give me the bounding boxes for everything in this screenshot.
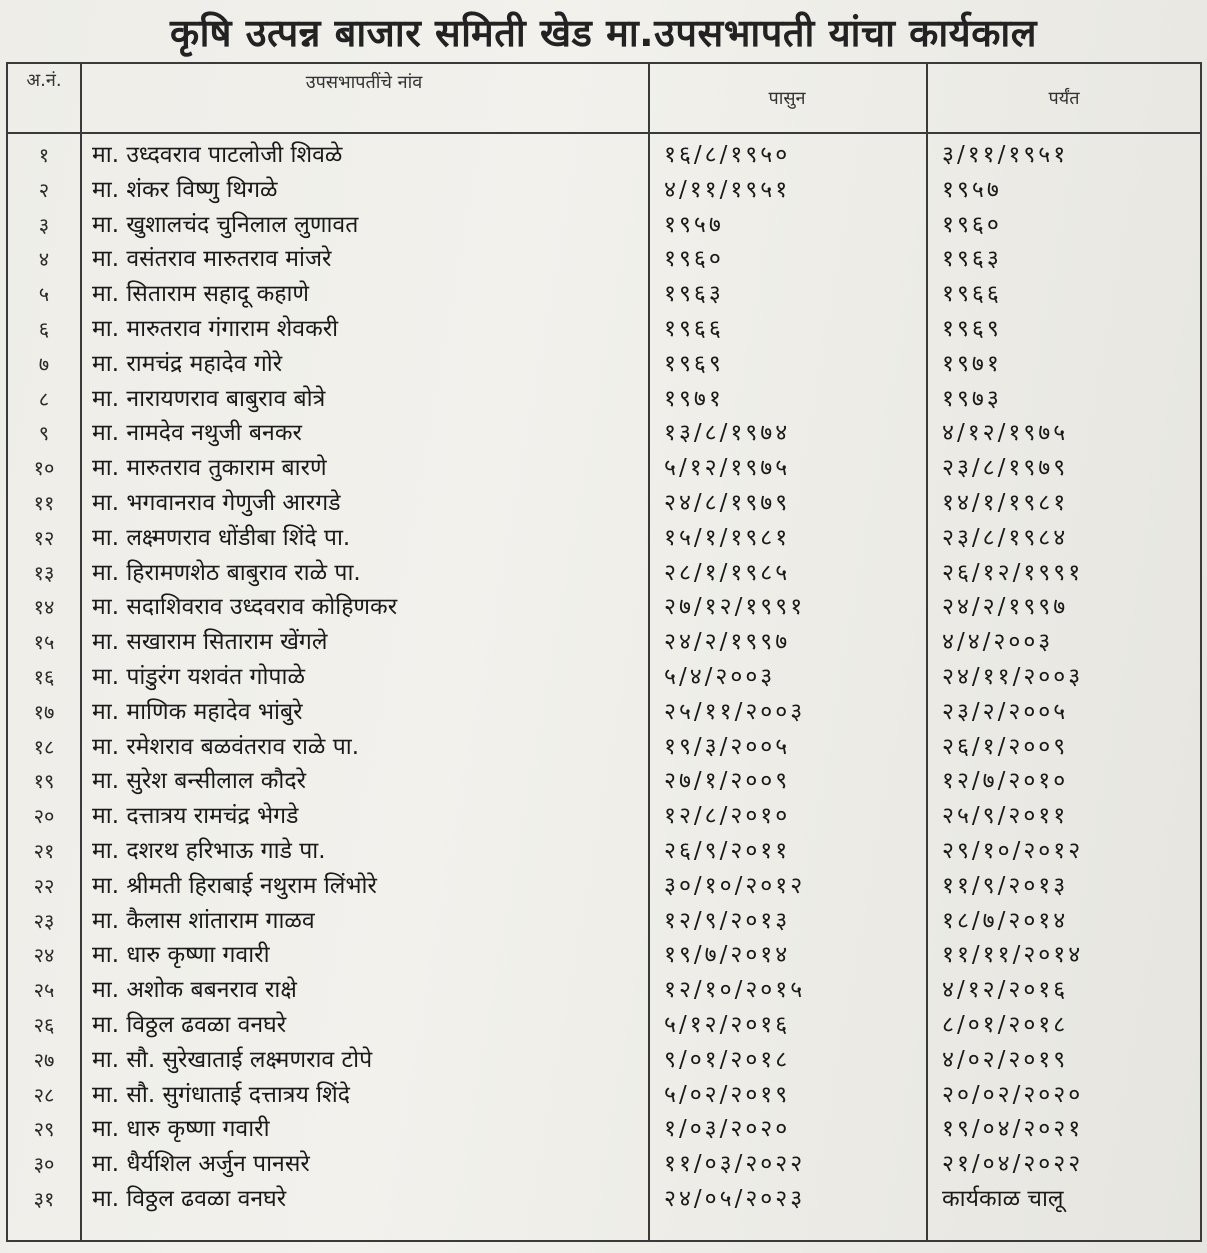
row-to-date: ११/११/२०१४ — [942, 942, 1084, 969]
row-from-date: १९/३/२००५ — [664, 733, 791, 760]
row-serial: १२ — [33, 525, 55, 550]
row-to-date: १९६९ — [942, 316, 1002, 342]
row-from-date: ११/०३/२०२२ — [664, 1151, 806, 1178]
row-to-date: ४/०२/२०१९ — [942, 1046, 1069, 1073]
row-serial: ४ — [38, 247, 50, 272]
row-name: मा. रमेशराव बळवंतराव राळे पा. — [92, 733, 360, 760]
row-to-date: १९६३ — [942, 246, 1002, 273]
row-from-date: २४/२/१९९७ — [664, 629, 791, 656]
row-to-date: १४/१/१९८१ — [942, 490, 1069, 516]
table-row — [8, 521, 1204, 556]
row-from-date: ४/११/१९५१ — [664, 176, 791, 203]
row-to-date: १९७१ — [942, 350, 1002, 377]
header-from: पासुन — [768, 88, 806, 109]
row-from-date: ५/१२/२०१६ — [664, 1012, 791, 1038]
row-name: मा. अशोक बबनराव राक्षे — [92, 977, 297, 1004]
row-name: मा. धारु कृष्णा गवारी — [92, 942, 270, 969]
row-serial: ६ — [38, 317, 50, 341]
row-name: मा. सुरेश बन्सीलाल कौदरे — [92, 768, 306, 795]
row-name: मा. विठ्ठल ढवळा वनघरे — [92, 1186, 287, 1212]
row-to-date: २५/९/२०११ — [942, 803, 1069, 830]
row-to-date: १२/७/२०१० — [942, 768, 1069, 795]
row-name: मा. धारु कृष्णा गवारी — [92, 1116, 270, 1143]
table-row — [8, 660, 1204, 695]
row-to-date: १९६६ — [942, 281, 1002, 308]
table-row — [8, 973, 1204, 1008]
row-name: मा. माणिक महादेव भांबुरे — [92, 698, 303, 725]
row-serial: ९ — [38, 421, 50, 446]
row-from-date: १६/८/१९५० — [664, 142, 791, 168]
row-from-date: ५/०२/२०१९ — [664, 1081, 791, 1108]
row-serial: २९ — [33, 1117, 55, 1142]
row-from-date: ९/०१/२०१८ — [664, 1046, 791, 1073]
table-row — [8, 1112, 1204, 1147]
table-row — [8, 277, 1204, 312]
row-from-date: १२/८/२०१० — [664, 803, 791, 830]
row-from-date: २६/९/२०११ — [664, 838, 791, 864]
row-from-date: २७/१/२००९ — [664, 768, 791, 795]
row-serial: २८ — [33, 1082, 55, 1107]
row-to-date: २४/११/२००३ — [942, 664, 1084, 690]
row-to-date: २१/०४/२०२२ — [942, 1151, 1084, 1178]
row-from-date: १९६० — [664, 246, 724, 273]
table-row — [8, 730, 1204, 765]
row-from-date: १९७१ — [664, 385, 724, 412]
row-name: मा. शंकर विष्णु थिगळे — [92, 176, 278, 203]
row-to-date: २६/१२/१९९१ — [942, 559, 1084, 586]
row-from-date: १२/१०/२०१५ — [664, 977, 806, 1004]
row-to-date: २६/१/२००९ — [942, 733, 1069, 760]
row-from-date: २५/११/२००३ — [664, 698, 806, 725]
table-row — [8, 382, 1204, 417]
table-row — [8, 1147, 1204, 1182]
row-serial: ७ — [38, 351, 50, 376]
row-serial: २४ — [33, 943, 55, 968]
row-name: मा. भगवानराव गेणुजी आरगडे — [92, 490, 341, 516]
row-to-date: १९/०४/२०२१ — [942, 1116, 1084, 1143]
table-row — [8, 451, 1204, 486]
row-from-date: ५/१२/१९७५ — [664, 455, 791, 482]
row-from-date: २४/०५/२०२३ — [664, 1186, 806, 1212]
row-from-date: ५/४/२००३ — [664, 664, 776, 690]
row-to-date: ११/९/२०१३ — [942, 872, 1069, 899]
header-name: उपसभापतींचे नांव — [305, 72, 423, 93]
page-title: कृषि उत्पन्न बाजार समिती खेड मा.उपसभापती यांचा कार्यकाल — [169, 11, 1038, 55]
row-name: मा. मारुतराव गंगाराम शेवकरी — [92, 316, 339, 342]
row-to-date: ४/१२/२०१६ — [942, 977, 1069, 1004]
row-name: मा. कैलास शांताराम गाळव — [92, 907, 315, 934]
table-row — [8, 138, 1204, 173]
table-row — [8, 208, 1204, 243]
table-row — [8, 486, 1204, 521]
table-row — [8, 1043, 1204, 1078]
row-name: मा. सौ. सुगंधाताई दत्तात्रय शिंदे — [92, 1081, 350, 1108]
row-serial: २० — [33, 804, 55, 829]
row-serial: १ — [38, 143, 50, 167]
header-to: पर्यंत — [1048, 88, 1080, 109]
row-name: मा. धैर्यशिल अर्जुन पानसरे — [92, 1151, 310, 1178]
row-serial: २१ — [33, 839, 55, 863]
row-serial: ८ — [38, 386, 50, 411]
row-name: मा. दत्तात्रय रामचंद्र भेगडे — [92, 803, 299, 830]
row-name: मा. मारुतराव तुकाराम बारणे — [92, 455, 327, 482]
table-row — [8, 834, 1204, 869]
table-row — [8, 347, 1204, 382]
row-to-date: २९/१०/२०१२ — [942, 838, 1084, 864]
row-serial: १५ — [33, 630, 55, 655]
row-to-date: २३/२/२००५ — [942, 698, 1069, 725]
row-name: मा. रामचंद्र महादेव गोरे — [92, 350, 283, 377]
row-to-date: २०/०२/२०२० — [942, 1081, 1084, 1108]
row-from-date: १९/७/२०१४ — [664, 942, 791, 969]
row-name: मा. विठ्ठल ढवळा वनघरे — [92, 1012, 287, 1038]
row-serial: २२ — [33, 873, 55, 898]
row-to-date: ८/०१/२०१८ — [942, 1012, 1069, 1038]
row-serial: ५ — [38, 282, 50, 307]
table-row — [8, 590, 1204, 625]
row-name: मा. नामदेव नथुजी बनकर — [92, 420, 302, 447]
table-row — [8, 242, 1204, 277]
row-name: मा. हिरामणशेठ बाबुराव राळे पा. — [92, 559, 361, 586]
row-serial: २५ — [33, 978, 55, 1003]
row-to-date: १९६० — [942, 211, 1002, 238]
row-name: मा. सखाराम सिताराम खेंगले — [92, 629, 328, 656]
row-to-date: १८/७/२०१४ — [942, 907, 1069, 934]
row-serial: ३० — [33, 1152, 55, 1177]
row-from-date: १९६३ — [664, 281, 724, 308]
table-row — [8, 904, 1204, 939]
row-serial: १७ — [33, 699, 55, 724]
row-to-date: १९५७ — [942, 176, 1002, 203]
row-from-date: २७/१२/१९९१ — [664, 594, 806, 621]
row-serial: २३ — [33, 908, 55, 933]
row-serial: १४ — [33, 595, 55, 620]
row-to-date: १९७३ — [942, 385, 1002, 412]
row-serial: ११ — [33, 491, 55, 515]
table-row — [8, 938, 1204, 973]
table-row — [8, 799, 1204, 834]
row-serial: १८ — [33, 734, 55, 759]
table-row — [8, 173, 1204, 208]
row-name: मा. सिताराम सहादू कहाणे — [92, 281, 310, 308]
row-from-date: १९६६ — [664, 316, 724, 342]
row-serial: २७ — [33, 1047, 55, 1072]
row-serial: ३ — [38, 212, 50, 237]
row-from-date: १९६९ — [664, 350, 724, 377]
table-row — [8, 1008, 1204, 1043]
row-serial: १० — [33, 456, 55, 481]
row-to-date: ३/११/१९५१ — [942, 142, 1069, 168]
table-row — [8, 625, 1204, 660]
table-row — [8, 1182, 1204, 1217]
row-serial: १६ — [33, 665, 55, 689]
row-name: मा. नारायणराव बाबुराव बोत्रे — [92, 385, 326, 412]
row-name: मा. खुशालचंद चुनिलाल लुणावत — [92, 211, 359, 238]
row-to-date: कार्यकाळ चालू — [942, 1186, 1064, 1212]
row-name: मा. श्रीमती हिराबाई नथुराम लिंभोरे — [92, 872, 377, 899]
row-to-date: ४/४/२००३ — [942, 629, 1054, 656]
row-from-date: २८/१/१९८५ — [664, 559, 791, 586]
row-from-date: १९५७ — [664, 211, 724, 238]
row-serial: ३१ — [33, 1187, 55, 1211]
row-to-date: ४/१२/१९७५ — [942, 420, 1069, 447]
row-name: मा. दशरथ हरिभाऊ गाडे पा. — [92, 838, 326, 864]
row-to-date: २३/८/१९८४ — [942, 524, 1069, 551]
table-row — [8, 556, 1204, 591]
row-to-date: २३/८/१९७९ — [942, 455, 1069, 482]
table-row — [8, 695, 1204, 730]
row-to-date: २४/२/१९९७ — [942, 594, 1069, 621]
row-name: मा. लक्ष्मणराव धोंडीबा शिंदे पा. — [92, 524, 351, 551]
row-from-date: १/०३/२०२० — [664, 1116, 791, 1143]
row-serial: १३ — [33, 560, 55, 585]
table-row — [8, 1078, 1204, 1113]
row-serial: २ — [38, 177, 50, 202]
row-name: मा. सदाशिवराव उध्दवराव कोहिणकर — [92, 594, 398, 621]
row-name: मा. उध्दवराव पाटलोजी शिवळे — [92, 142, 343, 168]
row-name: मा. सौ. सुरेखाताई लक्ष्मणराव टोपे — [92, 1046, 373, 1073]
table-row — [8, 416, 1204, 451]
header-divider — [8, 132, 1200, 134]
row-from-date: ३०/१०/२०१२ — [664, 872, 806, 899]
row-from-date: १५/१/१९८१ — [664, 524, 791, 551]
header-serial: अ.नं. — [26, 70, 62, 91]
tenure-table — [6, 62, 1202, 1242]
row-serial: २६ — [33, 1013, 55, 1037]
row-from-date: १२/९/२०१३ — [664, 907, 791, 934]
table-row — [8, 312, 1204, 347]
table-row — [8, 764, 1204, 799]
row-name: मा. वसंतराव मारुतराव मांजरे — [92, 246, 332, 273]
table-row — [8, 869, 1204, 904]
row-name: मा. पांडुरंग यशवंत गोपाळे — [92, 664, 305, 690]
row-serial: १९ — [33, 769, 55, 794]
row-from-date: २४/८/१९७९ — [664, 490, 791, 516]
row-from-date: १३/८/१९७४ — [664, 420, 791, 447]
